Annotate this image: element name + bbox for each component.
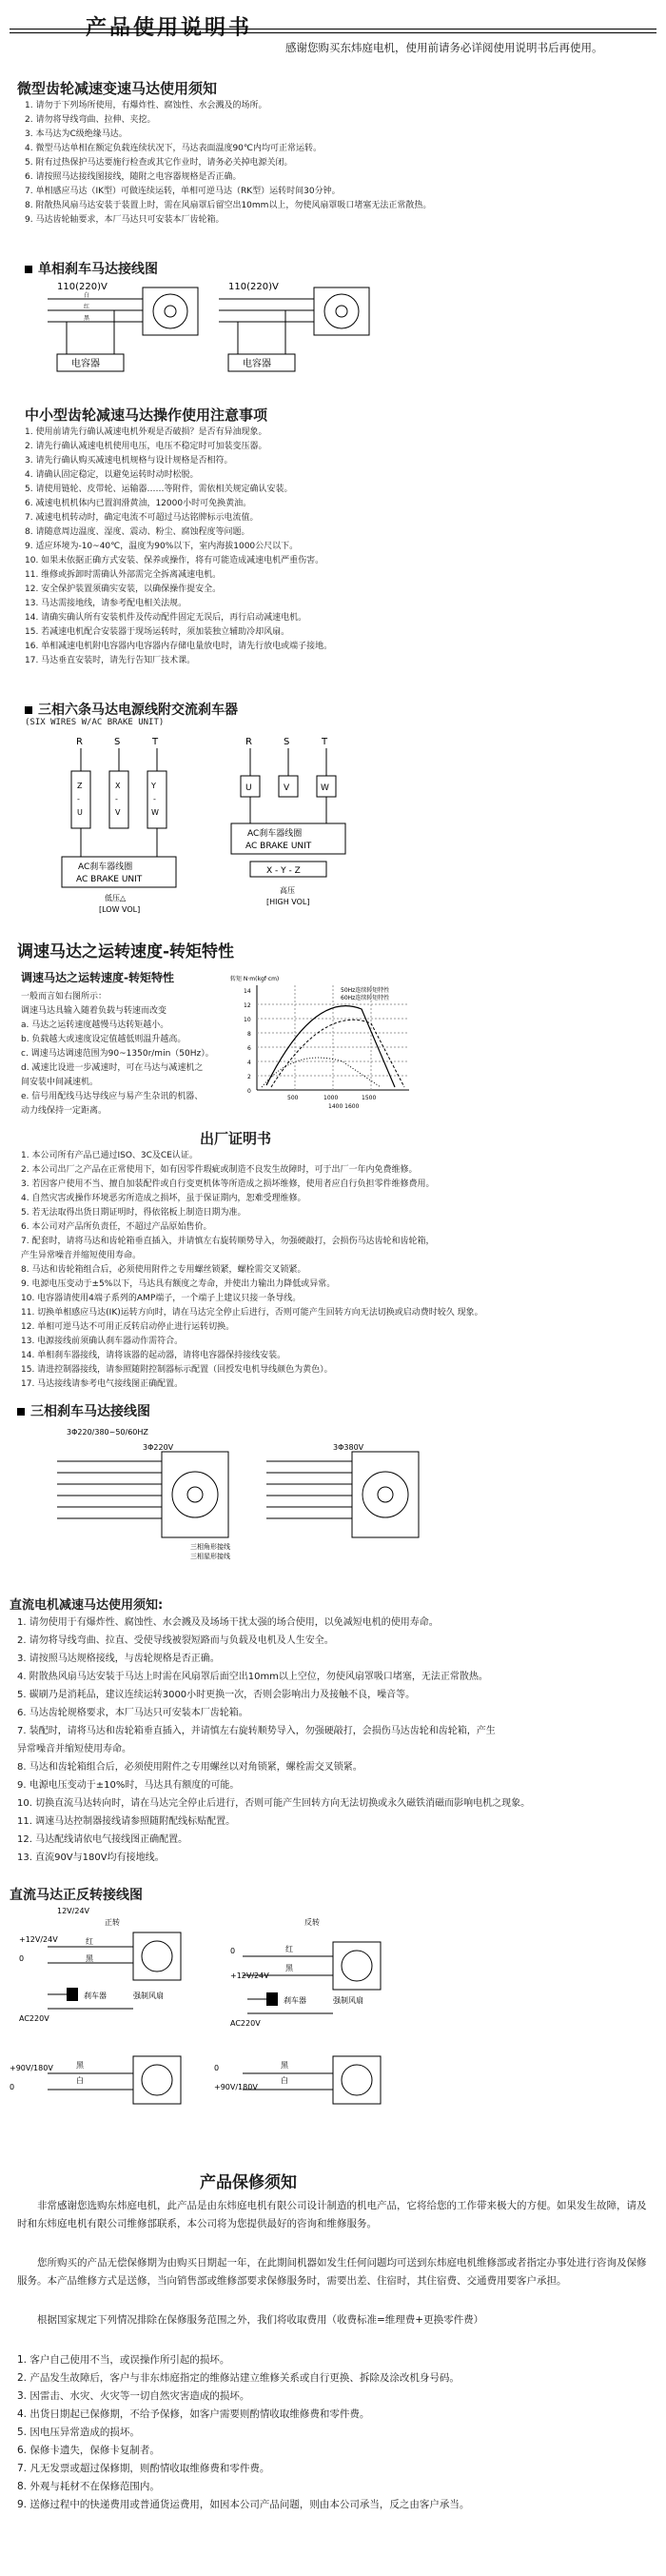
page-title: 产品使用说明书 [86, 16, 253, 40]
svg-text:[LOW VOL]: [LOW VOL] [99, 905, 141, 914]
x-tick: 1400 1600 [328, 1103, 360, 1110]
wire-label: 红 [84, 304, 90, 310]
chart-ylabel: 转矩 N·m(kgf·cm) [230, 976, 280, 982]
list-item: b. 负载越大或速度设定值越低则温升越高。 [21, 1035, 186, 1044]
wire-label: 白 [84, 292, 90, 299]
legend-item: 60Hz连续转矩特性 [341, 995, 390, 1001]
single-phase-wiring-diagram [38, 278, 400, 387]
section-title: 直流马达正反转接线图 [10, 1888, 143, 1903]
list-item: 13. 马达需接地线，请参考配电相关法规。 [25, 599, 187, 608]
speed-torque-chart [228, 971, 419, 1114]
list-item: 4. 请确认固定稳定，以避免运转时动时松脱。 [25, 470, 199, 480]
thanks-note: 感谢您购买东炜庭电机，使用前请务必详阅使用说明书后再使用。 [285, 41, 603, 54]
svg-text:V: V [115, 808, 121, 817]
list-item: 7. 配套时，请将马达和齿轮箱垂直插入，并请慎左右旋转顺势导入，勿强硬敲打，会损伤马达齿轮和齿轮箱， [21, 1237, 435, 1246]
svg-text:黑: 黑 [76, 2061, 84, 2070]
list-item: 3. 因雷击、水灾、火灾等一切自然灾害造成的损坏。 [17, 2390, 250, 2402]
list-item: 11. 切换单相感应马达(IK)运转方向时，请在马达完全停止后进行，否则可能产生回转方向无法切换或启动费时较久 现象。 [21, 1308, 483, 1318]
note-text: 调速马达具输入随着负载与转速而改变 [21, 1006, 167, 1016]
warranty-paragraph: 根据国家规定下列情况排除在保修服务范围之外，我们将收取费用（收费标准=维理费+更换零件费） [37, 2314, 484, 2326]
svg-text:白: 白 [76, 2076, 84, 2085]
list-item: 9. 适应环境为-10~40℃，温度为90%以下，室内海拔1000公尺以下。 [25, 542, 299, 551]
list-item: 14. 单相刹车器接线，请将该器的起动器，请将电容器保持接线安装。 [21, 1351, 286, 1360]
warranty-paragraph: 您所购买的产品无偿保修期为由购买日期起一年，在此期间机器如发生任何问题均可送到东炜庭电机维修部或者指定办事处进行咨询及保修服务。本产品维修方式是送修，当向销售部或维修部要求保修服务时，需要出差、住宿时，其住宿费、交通费用要客户承担。 [17, 2257, 647, 2287]
list-item: 8. 马达和齿轮箱组合后，必须使用附件之专用螺丝锁紧，螺栓需交叉锁紧。 [21, 1265, 306, 1275]
svg-text:黑: 黑 [86, 1954, 93, 1963]
list-item: 1. 使用前请先行确认减速电机外观是否破损？是否有异油现象。 [25, 427, 267, 437]
list-item: 2. 请先行确认减速电机使用电压，电压不稳定时可加装变压器。 [25, 442, 267, 451]
capacitor-label: 电容器 [71, 359, 100, 369]
list-item: 10. 如果未依据正确方式安装、保养或操作，将有可能造成减速电机严重伤害。 [25, 556, 324, 565]
list-item: 1. 客户自己使用不当，或误操作所引起的损坏。 [17, 2354, 230, 2366]
svg-text:W: W [151, 808, 159, 817]
torque-curve-50hz [266, 1006, 395, 1087]
svg-text:AC BRAKE UNIT: AC BRAKE UNIT [76, 875, 143, 884]
y-tick: 6 [247, 1045, 251, 1052]
list-item: 16. 单相减速电机附电容器内电容器内存储电量放电时，请先行放电或端子接地。 [25, 642, 333, 651]
section-title: 微型齿轮减速变速马达使用须知 [17, 80, 218, 97]
svg-text:红: 红 [86, 1937, 93, 1946]
y-tick: 4 [247, 1060, 251, 1066]
y-tick: 8 [247, 1031, 251, 1038]
list-item: 产生异常噪音并缩短使用寿命。 [21, 1251, 142, 1260]
section-subtitle: (SIX WIRES W/AC BRAKE UNIT) [25, 718, 165, 727]
svg-text:0: 0 [230, 1947, 236, 1955]
list-item: 13. 直流90V与180V均有接地线。 [17, 1853, 165, 1863]
legend-item: 50Hz连续转矩特性 [341, 987, 390, 994]
list-item: 5. 碳刷乃是消耗品，建议连续运转3000小时更换一次，否则会影响出力及接触不良，噪音等。 [17, 1690, 416, 1700]
list-item: 9. 送修过程中的快递费用或普通货运费用，如因本公司产品问题，则由本公司承当，反之由客户承当。 [17, 2499, 470, 2510]
svg-text:+12V/24V: +12V/24V [19, 1935, 58, 1944]
terminal-label: S [114, 737, 121, 747]
list-item: 12. 安全保护装置须确实安装，以确保操作提安全。 [25, 585, 222, 594]
list-item: 10. 切换直流马达转向时，请在马达完全停止后进行，否则可能产生回转方向无法切换或永久磁铁消磁而影响电机之现象。 [17, 1798, 531, 1809]
svg-text:黑: 黑 [285, 1964, 293, 1972]
list-item: 7. 减速电机转动时，确定电流不可超过马达铭牌标示电流值。 [25, 513, 259, 523]
list-item: 12. 马达配线请依电气接线图正确配置。 [17, 1834, 188, 1845]
svg-text:-: - [115, 795, 118, 803]
list-item: 4. 附散热风扇马达安装于马达上时需在风扇罩后面空出10mm以上空位，勿使风扇罩吸口堵塞，无法正常散热。 [17, 1672, 488, 1682]
note-text: 一般而言如右图所示： [21, 992, 108, 1001]
x-tick: 1000 [323, 1095, 339, 1101]
speed-notes [21, 990, 249, 1119]
voltage-label: 3Φ380V [333, 1443, 364, 1452]
capacitor-label: 电容器 [243, 359, 271, 369]
list-item: 4. 微型马达单相在额定负载连续状况下，马达表面温度90℃内均可正常运转。 [25, 144, 323, 153]
legend-item: 三相星形接线 [190, 1553, 230, 1560]
voltage-label: AC220V [230, 2019, 261, 2028]
list-item: 3. 请先行确认购买减速电机规格与设计规格是否相符。 [25, 456, 233, 466]
brake-label: 刹车器 [84, 1991, 107, 2000]
wire-label: 黑 [84, 315, 90, 322]
list-item: a. 马达之运转速度越慢马达转矩越小。 [21, 1020, 169, 1030]
list-item: 13. 电源接线前须确认刹车器动作需符合。 [21, 1337, 184, 1346]
section-title: 三相六条马达电源线附交流刹车器 [25, 700, 238, 719]
terminal-label: S [284, 737, 290, 747]
voltage-label: 3Φ220/380~50/60HZ [67, 1428, 148, 1437]
list-item: 5. 因电压异常造成的损坏。 [17, 2427, 140, 2438]
list-item: 6. 减速电机机体内已置润滑黄油，12000小时可免换黄油。 [25, 499, 252, 508]
list-item: 11. 维修或拆卸时需确认外部需完全拆离减速电机。 [25, 570, 222, 580]
direction-label: 正转 [105, 1918, 120, 1927]
three-phase-brake-wiring-diagram [38, 733, 400, 923]
svg-text:+90V/180V: +90V/180V [10, 2064, 53, 2072]
svg-text:Z: Z [77, 782, 83, 790]
list-item: 8. 附散热风扇马达安装于装置上时，需在风扇罩后留空出10mm以上，勿使风扇罩吸口堵塞无法正常散热。 [25, 201, 432, 210]
list-item: 4. 自然灾害或操作环境恶劣所造成之损坏，虽于保证期内，恕难受理维修。 [21, 1194, 306, 1203]
list-item: 2. 本公司出厂之产品在正常使用下，如有因零件瑕疵或制造不良发生故障时，可于出厂一年内免费维修。 [21, 1165, 418, 1175]
list-item: 5. 附有过热保护马达要施行检查或其它作业时，请务必关掉电源关闭。 [25, 158, 293, 168]
list-item: 15. 若减速电机配合安装器于现场运转时，须加装独立辅助冷却风扇。 [25, 627, 290, 637]
list-item: c. 调速马达调速范围为90~1350r/min（50Hz）。 [21, 1049, 214, 1059]
y-tick: 12 [244, 1002, 251, 1009]
x-tick: 500 [287, 1095, 299, 1101]
brake-label: 刹车器 [284, 1996, 306, 2005]
list-item: 4. 出货日期起已保修期，不给予保修，如客户需要则酌情收取维修费和零件费。 [17, 2408, 370, 2420]
voltage-label: 12V/24V [57, 1907, 89, 1915]
svg-text:+12V/24V: +12V/24V [230, 1972, 269, 1980]
svg-text:[HIGH VOL]: [HIGH VOL] [266, 898, 310, 906]
list-item: 7. 装配时，请将马达和齿轮箱垂直插入，并请慎左右旋转顺势导入，勿强硬敲打，会损伤马达齿轮和齿轮箱，产生 [17, 1726, 496, 1736]
y-tick: 0 [247, 1088, 251, 1095]
y-tick: 2 [247, 1074, 251, 1080]
list-item: 15. 请进控制器接线，请参照随附控制器标示配置（回授发电机导线颜色为黄色）。 [21, 1365, 333, 1375]
list-item: e. 信号用配线马达导线应与易产生杂讯的机器、 [21, 1092, 204, 1101]
terminal-label: R [76, 737, 83, 747]
y-tick: 10 [244, 1017, 251, 1023]
voltage-label: 3Φ220V [143, 1443, 174, 1452]
list-item: d. 减速比设进一步减速时，可在马达与减速机之 [21, 1063, 204, 1073]
three-phase-brake-motor-wiring-diagram [48, 1423, 428, 1575]
notice-list [25, 426, 332, 668]
fan-label: 强制风扇 [333, 1996, 363, 2005]
x-tick: 1500 [362, 1095, 377, 1101]
svg-text:Y: Y [151, 782, 156, 790]
svg-text:W: W [321, 783, 329, 793]
terminal-label: R [245, 737, 252, 747]
dc-motor-wiring-diagram [10, 1904, 409, 2151]
list-item: 1. 请勿使用于有爆炸性、腐蚀性、水会溅及及场场干扰太强的场合使用，以免减短电机的使用寿命。 [17, 1617, 439, 1628]
section-title: 直流电机减速马达使用须知: [10, 1598, 164, 1613]
list-item: 6. 本公司对产品所负责任，不超过产品原始售价。 [21, 1222, 212, 1232]
svg-text:红: 红 [285, 1945, 293, 1953]
svg-text:白: 白 [281, 2076, 288, 2085]
list-item: 2. 请勿将导线弯曲、拉直、受使导线被裂短路而与负载及电机及人生安全。 [17, 1635, 334, 1646]
list-item: 8. 请随意周边温度、湿度、震动、粉尘、腐蚀程度等问题。 [25, 527, 250, 537]
list-item: 12. 单相可逆马达不可用正反转启动停止进行运转切换。 [21, 1322, 235, 1332]
terminal-label: T [322, 737, 328, 747]
list-item: 3. 若因客户使用不当、擅自加装配件或自行变更机体等所造成之损坏维修，使用者应自行负担零件维修费用。 [21, 1179, 435, 1189]
notice-list [25, 99, 431, 228]
section-title: 三相刹车马达接线图 [17, 1401, 150, 1420]
list-item: 8. 马达和齿轮箱组合后，必须使用附件之专用螺丝以对角锁紧，螺栓需交叉锁紧。 [17, 1762, 362, 1773]
section-title: 调速马达之运转速度-转矩特性 [17, 942, 235, 961]
svg-text:0: 0 [214, 2064, 220, 2072]
svg-text:X: X [115, 782, 121, 790]
torque-curve-60hz [271, 1020, 404, 1087]
list-item: 9. 马达齿轮轴要求，本厂马达只可安装本厂齿轮箱。 [25, 215, 225, 225]
header-rule [10, 32, 656, 33]
list-item: 17. 马达垂直安装时，请先行告知厂技术课。 [25, 656, 196, 665]
list-item: 8. 外观与耗材不在保修范围内。 [17, 2481, 160, 2492]
list-item: 6. 保修卡遗失，保修卡复制者。 [17, 2445, 160, 2456]
svg-text:0: 0 [10, 2083, 15, 2091]
warranty-paragraph: 非常感谢您选购东炜庭电机，此产品是由东炜庭电机有限公司设计制造的机电产品，它将给您的工作带来极大的方便。如果发生故障，请及时和东炜庭电机有限公司维修部联系，本公司将为您提供最好的咨询和维修服务。 [17, 2200, 647, 2229]
section-title: 出厂证明书 [200, 1130, 272, 1147]
list-item: 间安装中间减速机。 [21, 1078, 99, 1087]
list-item: 7. 单相感应马达（IK型）可做连续运转，单相可逆马达（RK型）运转时间30分钟。 [25, 187, 341, 196]
warranty-exclusion-list [17, 2351, 649, 2514]
y-tick: 14 [244, 988, 251, 995]
voltage-label: 110(220)V [57, 282, 108, 292]
list-item: 9. 电源电压变动于±5%以下，马达具有额度之寿命，并使出力输出力降低或异常。 [21, 1279, 336, 1289]
svg-text:AC刹车器线圈: AC刹车器线圈 [247, 829, 303, 839]
list-item: 2. 请勿将导线弯曲、拉伸、夹挖。 [25, 115, 156, 125]
section-title: 中小型齿轮减速马达操作使用注意事项 [25, 406, 268, 424]
svg-text:低压△: 低压△ [105, 894, 127, 902]
list-item: 7. 凡无发票或超过保修期，则酌情收取维修费和零件费。 [17, 2463, 270, 2474]
list-item: 11. 调速马达控制器接线请参照随附配线标贴配置。 [17, 1816, 236, 1827]
terminal-label: T [152, 737, 159, 747]
certificate-list [21, 1149, 483, 1392]
svg-text:黑: 黑 [281, 2061, 288, 2070]
svg-text:U: U [77, 808, 83, 817]
section-subtitle: 调速马达之运转速度-转矩特性 [21, 971, 174, 984]
list-item: 动力线保持一定距离。 [21, 1106, 108, 1116]
svg-text:AC BRAKE UNIT: AC BRAKE UNIT [245, 842, 312, 851]
list-item: 6. 请按照马达接线图接线，随附之电容器规格是否正确。 [25, 172, 242, 182]
list-item: 异常噪音并缩短使用寿命。 [17, 1744, 131, 1754]
fan-label: 强制风扇 [133, 1991, 164, 2000]
list-item: 3. 本马达为C级绝缘马达。 [25, 129, 127, 139]
list-item: 10. 电容器请使用4端子系列的AMP端子，一个端子上建议只接一条导线。 [21, 1294, 302, 1303]
list-item: 6. 马达齿轮规格要求，本厂马达只可安装本厂齿轮箱。 [17, 1708, 248, 1718]
section-title: 产品保修须知 [200, 2173, 297, 2192]
svg-text:0: 0 [19, 1954, 25, 1963]
list-item: 5. 请使用链轮、皮带轮、运输器……等附件，需依相关规定确认安装。 [25, 485, 293, 494]
header-rule [10, 29, 656, 30]
svg-text:+90V/180V: +90V/180V [214, 2083, 258, 2091]
svg-text:V: V [284, 783, 290, 793]
svg-text:-: - [77, 795, 80, 803]
list-item: 9. 电源电压变动于±10%时，马达具有额度的可能。 [17, 1780, 240, 1791]
direction-label: 反转 [304, 1918, 320, 1927]
svg-text:高压: 高压 [280, 886, 295, 895]
svg-text:X - Y - Z: X - Y - Z [266, 866, 301, 876]
list-item: 14. 请确实确认所有安装机件及传动配件固定无误后，再行启动减速电机。 [25, 613, 307, 623]
list-item: 1. 请勿于下列场所使用，有爆炸性、腐蚀性、水会溅及的场所。 [25, 101, 267, 110]
list-item: 1. 本公司所有产品已通过ISO、3C及CE认证。 [21, 1151, 198, 1160]
svg-text:AC刹车器线圈: AC刹车器线圈 [78, 862, 133, 872]
list-item: 2. 产品发生故障后，客户与非东炜庭指定的维修站建立维修关系或自行更换、拆除及涂改机身号码。 [17, 2372, 460, 2384]
voltage-label: AC220V [19, 2014, 49, 2023]
list-item: 3. 请按照马达规格接线，与齿轮规格是否正确。 [17, 1654, 220, 1664]
list-item: 17. 马达接线请参考电气接线图正确配置。 [21, 1379, 184, 1389]
svg-text:-: - [153, 795, 156, 803]
section-title: 单相刹车马达接线图 [25, 259, 158, 278]
svg-text:U: U [245, 783, 252, 793]
voltage-label: 110(220)V [228, 282, 279, 292]
legend-item: 三相角形接线 [190, 1543, 230, 1551]
list-item: 5. 若无法取得出货日期证明时，得依铭板上制造日期为准。 [21, 1208, 246, 1218]
dc-notice-list [17, 1614, 530, 1867]
